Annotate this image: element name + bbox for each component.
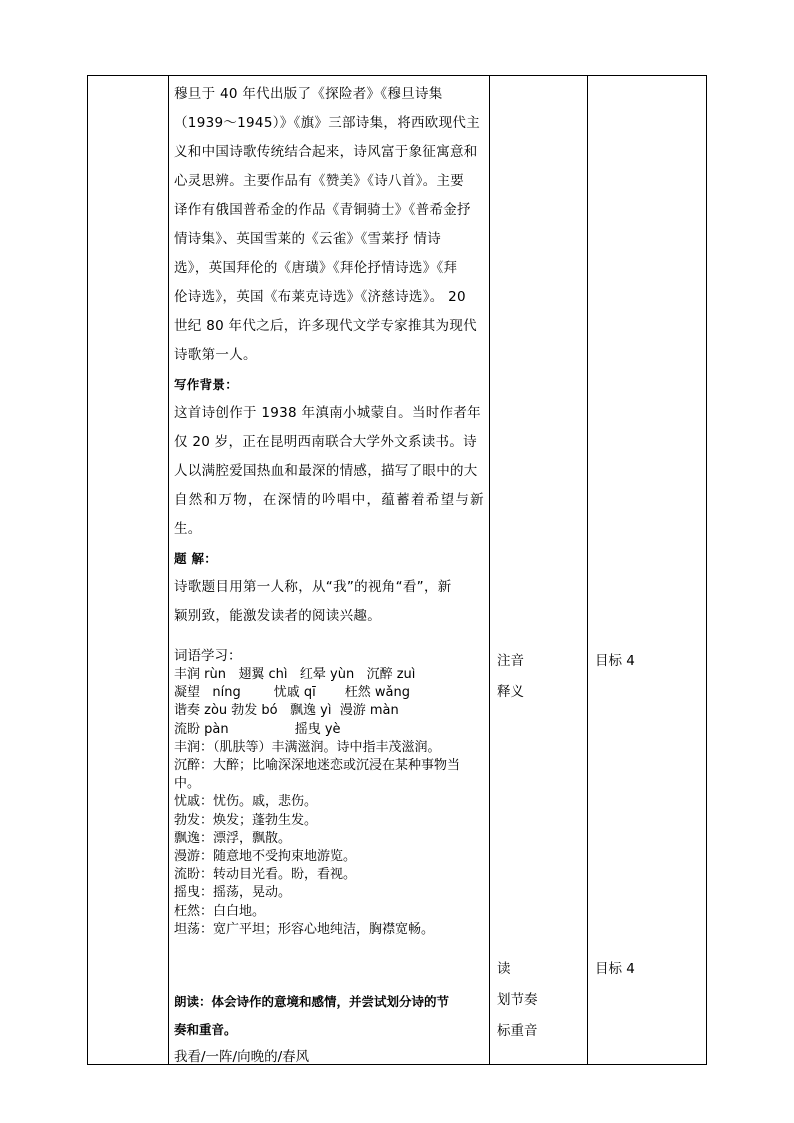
author-bio xyxy=(174,80,484,631)
vocab-line: 漫游：随意地不受拘束地游览。 xyxy=(174,849,357,865)
bio-line: 穆旦于 40 年代出版了《探险者》《穆旦诗集 xyxy=(174,86,443,102)
poem-line: 我看/一阵/向晚的/春风 xyxy=(174,1049,310,1065)
goal-label: 目标 4 xyxy=(595,961,635,977)
vocab-line: 丰润 rùn 翅翼 chì 红晕 yùn 沉醉 zuì xyxy=(174,667,416,682)
bio-line: 世纪 80 年代之后，许多现代文学专家推其为现代 xyxy=(174,318,477,334)
title-line: 颖别致，能激发读者的阅读兴趣。 xyxy=(174,608,381,624)
activity-label: 读 xyxy=(497,961,511,977)
vocab-line: 流盼：转动目光看。盼，看视。 xyxy=(174,867,357,883)
vocab-line: 流盼 pàn 摇曳 yè xyxy=(174,721,341,737)
background-line: 这首诗创作于 1938 年滇南小城蒙自。当时作者年 xyxy=(174,405,481,421)
activity-label: 标重音 xyxy=(497,1023,538,1039)
bio-line: 情诗集》、英国雪莱的《云雀》《雪莱抒 情诗 xyxy=(174,231,442,247)
vocab-section xyxy=(174,646,494,939)
vocab-line: 勃发：焕发；蓬勃生发。 xyxy=(174,812,318,828)
vocab-line: 丰润：（肌肤等）丰满滋润。诗中指丰茂滋润。 xyxy=(174,739,441,755)
activity-label: 释义 xyxy=(497,684,524,700)
vocab-line: 忧戚：忧伤。戚，悲伤。 xyxy=(174,794,318,810)
title-heading: 题 解： xyxy=(174,551,218,566)
activity-reading xyxy=(497,954,538,1047)
title-line: 诗歌题目用第一人称，从“我”的视角“看”，新 xyxy=(174,579,452,595)
vocab-line: 摇曳：摇荡，晃动。 xyxy=(174,885,292,901)
vocab-line: 谐奏 zòu 勃发 bó 飘逸 yì 漫游 màn xyxy=(174,703,399,719)
lesson-table xyxy=(87,75,707,1065)
background-line: 人以满腔爱国热血和最深的情感，描写了眼中的大 xyxy=(174,463,478,479)
bio-line: （1939～1945）》《旗》三部诗集，将西欧现代主 xyxy=(174,115,481,131)
bio-line: 诗歌第一人。 xyxy=(174,347,257,363)
bio-line: 心灵思辨。主要作品有《赞美》《诗八首》。主要 xyxy=(174,173,465,189)
activity-vocab xyxy=(497,646,524,708)
activity-label: 注音 xyxy=(497,653,524,669)
vocab-line: 飘逸：漂浮，飘散。 xyxy=(174,830,292,846)
reading-instruction: 奏和重音。 xyxy=(174,1022,237,1037)
vocab-line: 沉醉：大醉；比喻深深地迷恋或沉浸在某种事物当 xyxy=(174,758,461,774)
column-divider xyxy=(168,76,169,1064)
background-heading: 写作背景： xyxy=(174,377,239,392)
vocab-line: 枉然：白白地。 xyxy=(174,903,266,919)
vocab-line: 中。 xyxy=(174,776,201,792)
vocab-line: 坦荡：宽广平坦；形容心地纯洁，胸襟宽畅。 xyxy=(174,921,435,937)
vocab-line: 凝望 níng 忧戚 qī 枉然 wǎng xyxy=(174,685,410,701)
goal-label: 目标 4 xyxy=(595,653,635,669)
background-line: 自然和万物，在深情的吟唱中，蕴蓄着希望与新生。 xyxy=(174,492,484,537)
reading-section xyxy=(174,988,490,1070)
bio-line: 伦诗选》，英国《布莱克诗选》《济慈诗选》。 20 xyxy=(174,289,466,305)
bio-line: 译作有俄国普希金的作品《青铜骑士》《普希金抒 xyxy=(174,202,471,218)
activity-label: 划节奏 xyxy=(497,992,538,1008)
background-line: 仅 20 岁，正在昆明西南联合大学外文系读书。诗 xyxy=(174,434,477,450)
column-divider xyxy=(587,76,588,1064)
bio-line: 义和中国诗歌传统结合起来，诗风富于象征寓意和 xyxy=(174,144,478,160)
vocab-heading: 词语学习： xyxy=(174,648,242,664)
reading-instruction: 朗读：体会诗作的意境和感情，并尝试划分诗的节 xyxy=(174,994,450,1009)
bio-line: 选》，英国拜伦的《唐璜》《拜伦抒情诗选》《拜 xyxy=(174,260,458,276)
